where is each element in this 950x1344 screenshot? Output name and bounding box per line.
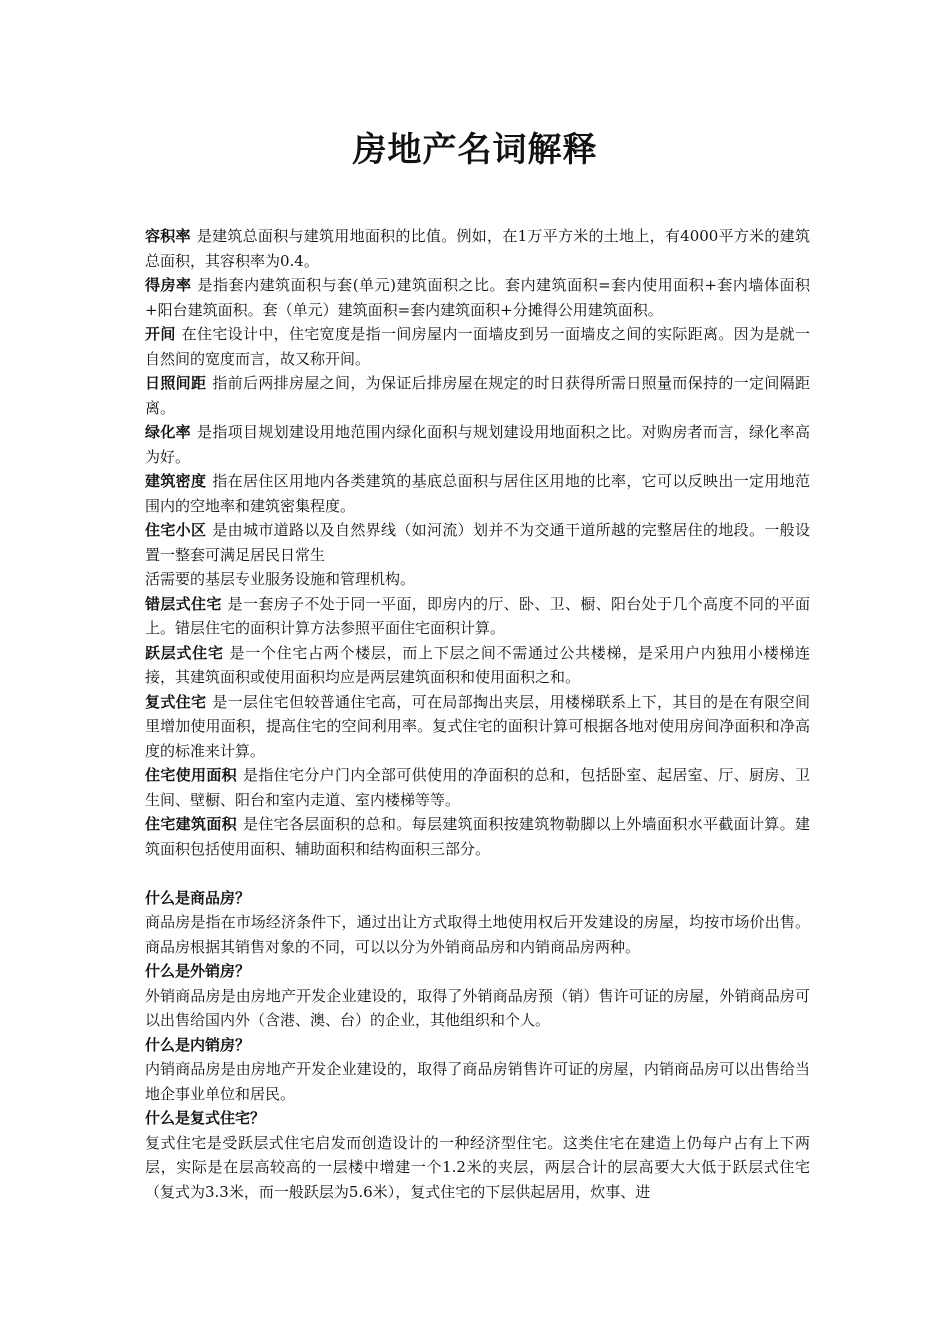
definition-entry (145, 371, 810, 420)
faq-answer: 内销商品房是由房地产开发企业建设的，取得了商品房销售许可证的房屋，内销商品房可以出售给当地企事业单位和居民。 (145, 1060, 810, 1103)
definition-term: 跃层式住宅 (145, 643, 224, 662)
definition-entry (145, 592, 810, 641)
definition-text: 是一个住宅占两个楼层，而上下层之间不需通过公共楼梯，是采用户内独用小楼梯连接，其建筑面积或使用面积均应是两层建筑面积和使用面积之和。 (145, 643, 810, 686)
definition-text: 指在居住区用地内各类建筑的基底总面积与居住区用地的比率，它可以反映出一定用地范围内的空地率和建筑密集程度。 (145, 472, 810, 515)
definition-entry (145, 420, 810, 469)
page-title: 房地产名词解释 (352, 130, 598, 170)
definition-entry (145, 273, 810, 322)
definition-term: 绿化率 (145, 423, 191, 441)
definition-entry (145, 469, 810, 518)
definition-entry (145, 322, 810, 371)
definition-text: 是一套房子不处于同一平面，即房内的厅、卧、卫、橱、阳台处于几个高度不同的平面上。错层住宅的面积计算方法参照平面住宅面积计算。 (145, 594, 810, 637)
definition-term: 日照间距 (145, 374, 207, 392)
definition-text: 是一层住宅但较普通住宅高，可在局部掏出夹层，用楼梯联系上下，其目的是在有限空间里增加使用面积，提高住宅的空间利用率。复式住宅的面积计算可根据各地对使用房间净面积和净高度的标准来计算。 (145, 692, 810, 760)
definition-entry (145, 763, 810, 812)
document-body (145, 224, 810, 1204)
definition-text: 是指项目规划建设用地范围内绿化面积与规划建设用地面积之比。对购房者而言，绿化率高为好。 (145, 423, 810, 466)
definition-term: 住宅小区 (145, 521, 207, 539)
definition-text: 是由城市道路以及自然界线（如河流）划并不为交通干道所越的完整居住的地段。一般设置一整套可满足居民日常生 (145, 521, 810, 564)
faq-answer: 外销商品房是由房地产开发企业建设的，取得了外销商品房预（销）售许可证的房屋，外销商品房可以出售给国内外（含港、澳、台）的企业，其他组织和个人。 (145, 986, 810, 1029)
definition-entry (145, 641, 810, 690)
definition-text: 指前后两排房屋之间，为保证后排房屋在规定的时日获得所需日照量而保持的一定间隔距离。 (145, 374, 810, 417)
faq-question: 什么是复式住宅？ (145, 1109, 266, 1127)
definition-text: 是建筑总面积与建筑用地面积的比值。例如，在1万平方米的土地上，有4000平方米的建筑总面积，其容积率为0.4。 (145, 227, 810, 270)
faq-question: 什么是商品房？ (145, 888, 251, 907)
section-gap (145, 861, 810, 886)
faq-question: 什么是内销房？ (145, 1035, 251, 1054)
definition-term: 错层式住宅 (145, 594, 222, 613)
definition-term: 复式住宅 (145, 692, 207, 711)
definition-term: 建筑密度 (145, 472, 207, 490)
faq-answer: 商品房是指在市场经济条件下，通过出让方式取得土地使用权后开发建设的房屋，均按市场价出售。商品房根据其销售对象的不同，可以以分为外销商品房和内销商品房两种。 (145, 913, 810, 956)
faq-question: 什么是外销房？ (145, 962, 251, 980)
definition-entry (145, 690, 810, 764)
definition-continuation: 活需要的基层专业服务设施和管理机构。 (145, 570, 416, 588)
definition-term: 开间 (145, 325, 176, 343)
definition-text: 在住宅设计中，住宅宽度是指一间房屋内一面墙皮到另一面墙皮之间的实际距离。因为是就一自然间的宽度而言，故又称开间。 (145, 325, 810, 368)
definition-text: 是住宅各层面积的总和。每层建筑面积按建筑物勒脚以上外墙面积水平截面计算。建筑面积包括使用面积、辅助面积和结构面积三部分。 (145, 815, 810, 858)
definition-entry (145, 518, 810, 567)
definition-term: 住宅使用面积 (145, 766, 237, 784)
faq-answer: 复式住宅是受跃层式住宅启发而创造设计的一种经济型住宅。这类住宅在建造上仍每户占有上下两层，实际是在层高较高的一层楼中增建一个1.2米的夹层，两层合计的层高要大大低于跃层式住宅（复式为3.3米，而一般跃层为5.6米），复式住宅的下层供起居用，炊事、进 (145, 1133, 810, 1201)
definition-term: 住宅建筑面积 (145, 815, 237, 833)
definition-entry (145, 224, 810, 273)
definition-term: 容积率 (145, 227, 191, 245)
definition-text: 是指住宅分户门内全部可供使用的净面积的总和，包括卧室、起居室、厅、厨房、卫生间、壁橱、阳台和室内走道、室内楼梯等等。 (145, 766, 810, 809)
definition-entry (145, 812, 810, 861)
definition-term: 得房率 (145, 276, 192, 294)
definition-text: 是指套内建筑面积与套(单元)建筑面积之比。套内建筑面积=套内使用面积+套内墙体面积+阳台建筑面积。套（单元）建筑面积=套内建筑面积+分摊得公用建筑面积。 (145, 276, 810, 319)
